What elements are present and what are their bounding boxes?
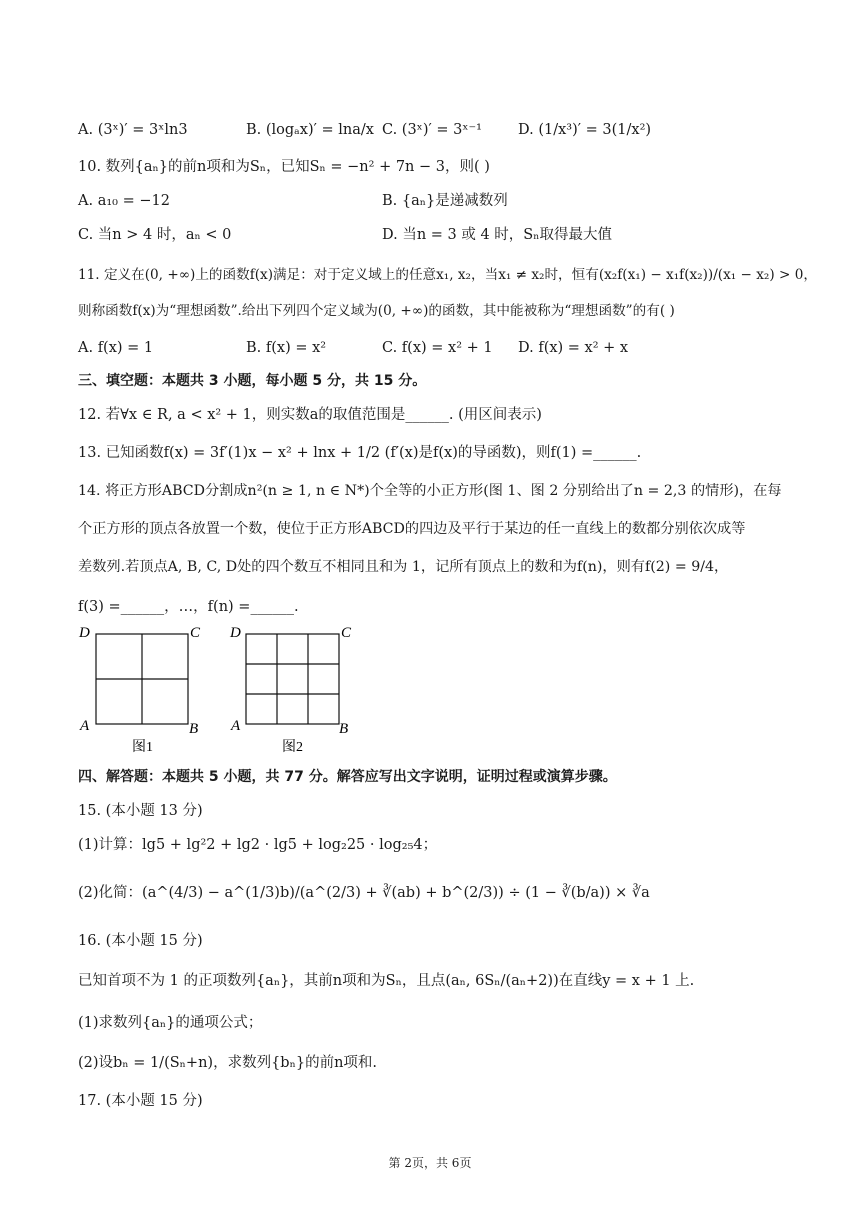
q9-option-b: B. (logₐx)′ = lna/x xyxy=(246,122,374,138)
figure-2-label-d: D xyxy=(230,625,241,641)
q11-option-a: A. f(x) = 1 xyxy=(78,340,154,356)
figure-2-caption: 图2 xyxy=(282,740,303,755)
q16-title: 16. (本小题 15 分) xyxy=(78,933,203,949)
q11-option-b: B. f(x) = x² xyxy=(246,340,327,356)
q11-option-c: C. f(x) = x² + 1 xyxy=(382,340,493,356)
q16-part-2: (2)设bₙ = 1/(Sₙ+n)，求数列{bₙ}的前n项和. xyxy=(78,1055,378,1071)
figure-1-label-c: C xyxy=(190,625,201,641)
q14-figures xyxy=(74,620,374,760)
q11-option-d: D. f(x) = x² + x xyxy=(518,340,629,356)
q15-part-1: (1)计算：lg5 + lg²2 + lg2 · lg5 + log₂25 · log₂₅4； xyxy=(78,837,438,853)
q10-option-c: C. 当n > 4 时，aₙ < 0 xyxy=(78,227,232,243)
q10-option-d: D. 当n = 3 或 4 时，Sₙ取得最大值 xyxy=(382,227,613,243)
page-footer: 第 2页，共 6页 xyxy=(388,1156,472,1170)
q10-option-a: A. a₁₀ = −12 xyxy=(78,193,170,209)
q15-part-2: (2)化简：(a^(4/3) − a^(1/3)b)/(a^(2/3) + ∛(ab) + b^(2/3)) ÷ (1 − ∛(b/a)) × ∛a xyxy=(78,885,650,901)
figure-2-label-b: B xyxy=(339,721,349,737)
q10-stem: 10. 数列{aₙ}的前n项和为Sₙ，已知Sₙ = −n² + 7n − 3，则( ) xyxy=(78,159,490,175)
q14-line-2: 个正方形的顶点各放置一个数，使位于正方形ABCD的四边及平行于某边的任一直线上的数都分别依次成等 xyxy=(78,521,746,537)
figure-2-grid xyxy=(229,625,352,755)
q9-option-a: A. (3ˣ)′ = 3ˣln3 xyxy=(78,122,188,138)
figure-1-grid xyxy=(78,625,201,755)
q17-title: 17. (本小题 15 分) xyxy=(78,1093,203,1109)
q9-option-d: D. (1/x³)′ = 3(1/x²) xyxy=(518,122,652,138)
section-3-heading: 三、填空题：本题共 3 小题，每小题 5 分，共 15 分。 xyxy=(78,373,427,389)
figure-1-label-d: D xyxy=(79,625,90,641)
q11-stem-continued: 则称函数f(x)为“理想函数”.给出下列四个定义域为(0, +∞)的函数，其中能被称为“理想函数”的有( ) xyxy=(78,303,675,319)
figure-1-caption: 图1 xyxy=(132,740,153,755)
q16-stem: 已知首项不为 1 的正项数列{aₙ}，其前n项和为Sₙ，且点(aₙ, 6Sₙ/(aₙ+2))在直线y = x + 1 上. xyxy=(78,973,695,989)
q14-line-1: 14. 将正方形ABCD分割成n²(n ≥ 1, n ∈ N*)个全等的小正方形(图 1、图 2 分别给出了n = 2,3 的情形)，在每 xyxy=(78,483,782,499)
figure-1-label-a: A xyxy=(80,718,90,734)
section-4-heading: 四、解答题：本题共 5 小题，共 77 分。解答应写出文字说明，证明过程或演算步骤。 xyxy=(78,769,617,785)
q12: 12. 若∀x ∈ R, a < x² + 1，则实数a的取值范围是______. (用区间表示) xyxy=(78,407,542,423)
q13: 13. 已知函数f(x) = 3f′(1)x − x² + lnx + 1/2 (f′(x)是f(x)的导函数)，则f(1) =______. xyxy=(78,445,642,461)
q15-title: 15. (本小题 13 分) xyxy=(78,803,203,819)
figure-2-label-c: C xyxy=(341,625,352,641)
q9-option-c: C. (3ˣ)′ = 3ˣ⁻¹ xyxy=(382,122,482,138)
figure-2-label-a: A xyxy=(231,718,241,734)
q10-option-b: B. {aₙ}是递减数列 xyxy=(382,193,508,209)
q16-part-1: (1)求数列{aₙ}的通项公式； xyxy=(78,1015,263,1031)
q14-line-4: f(3) =______，…，f(n) =______. xyxy=(78,599,299,615)
figure-1-label-b: B xyxy=(189,721,199,737)
q11-stem: 11. 定义在(0, +∞)上的函数f(x)满足：对于定义域上的任意x₁, x₂，当x₁ ≠ x₂时，恒有(x₂f(x₁) − x₁f(x₂))/(x₁ − x₂) > 0， xyxy=(78,267,817,283)
q14-line-3: 差数列.若顶点A, B, C, D处的四个数互不相同且和为 1，记所有顶点上的数和为f(n)，则有f(2) = 9/4， xyxy=(78,559,729,575)
